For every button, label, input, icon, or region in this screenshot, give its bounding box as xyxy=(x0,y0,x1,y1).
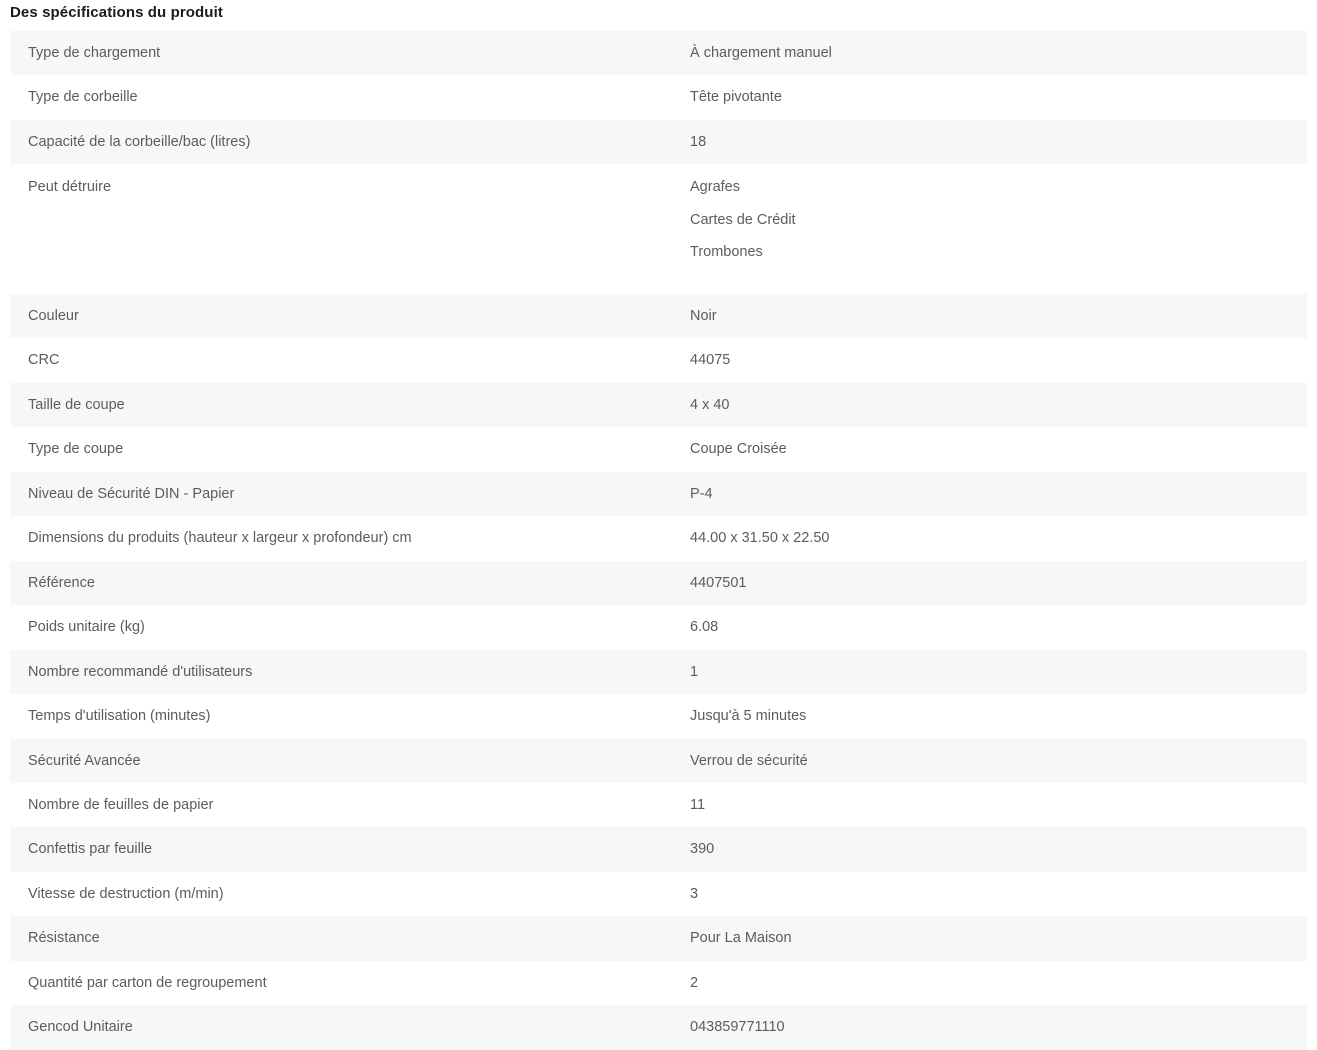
table-row xyxy=(10,427,1307,471)
spec-value xyxy=(688,783,1307,827)
specifications-table xyxy=(10,31,1307,1050)
spec-label: Niveau de Sécurité DIN - Papier xyxy=(28,485,235,502)
spec-label: Type de chargement xyxy=(28,45,161,61)
spec-label: Type de coupe xyxy=(28,441,124,458)
spec-value-line: 3 xyxy=(690,885,699,902)
spec-label: Capacité de la corbeille/bac (litres) xyxy=(28,133,251,150)
spec-value xyxy=(688,561,1307,605)
spec-value xyxy=(688,294,1307,338)
spec-label: Référence xyxy=(28,574,95,591)
spec-label: Temps d'utilisation (minutes) xyxy=(28,708,211,725)
spec-value xyxy=(688,164,1307,293)
table-row xyxy=(10,961,1307,1005)
spec-value-line: Noir xyxy=(690,307,717,324)
spec-value-line: À chargement manuel xyxy=(690,45,832,61)
spec-value-line: Jusqu'à 5 minutes xyxy=(690,708,807,725)
spec-label: Taille de coupe xyxy=(28,396,125,413)
table-row xyxy=(10,383,1307,427)
spec-value-line: 44075 xyxy=(690,352,731,369)
spec-label: Nombre recommandé d'utilisateurs xyxy=(28,663,253,680)
spec-value xyxy=(688,916,1307,960)
spec-label: Dimensions du produits (hauteur x largeur x profondeur) cm xyxy=(28,530,412,547)
spec-value xyxy=(688,1005,1307,1049)
table-row xyxy=(10,1005,1307,1049)
spec-label: CRC xyxy=(28,352,60,369)
table-row xyxy=(10,75,1307,119)
spec-label: Poids unitaire (kg) xyxy=(28,619,145,636)
spec-value-line: 4407501 xyxy=(690,574,747,591)
specifications-table-body xyxy=(10,31,1307,1050)
spec-value xyxy=(688,31,1307,75)
spec-value xyxy=(688,120,1307,164)
spec-label: Nombre de feuilles de papier xyxy=(28,796,214,813)
spec-value xyxy=(688,472,1307,516)
spec-value-line: 2 xyxy=(690,974,699,991)
table-row xyxy=(10,472,1307,516)
spec-label: Gencod Unitaire xyxy=(28,1019,133,1036)
spec-value xyxy=(688,961,1307,1005)
spec-value-line: Agrafes xyxy=(690,179,740,196)
spec-value xyxy=(688,338,1307,382)
spec-value-line: Verrou de sécurité xyxy=(690,752,808,769)
spec-value-line: Cartes de Crédit xyxy=(690,211,796,228)
spec-value xyxy=(688,827,1307,871)
spec-value xyxy=(688,605,1307,649)
spec-value xyxy=(688,75,1307,119)
spec-value xyxy=(688,739,1307,783)
spec-value xyxy=(688,516,1307,560)
table-row xyxy=(10,827,1307,871)
spec-value-line: Tête pivotante xyxy=(690,89,782,106)
table-row xyxy=(10,605,1307,649)
spec-value-line: 390 xyxy=(690,841,715,858)
spec-label: Quantité par carton de regroupement xyxy=(28,974,267,991)
spec-label: Type de corbeille xyxy=(28,89,138,106)
spec-label: Confettis par feuille xyxy=(28,841,153,858)
table-row xyxy=(10,516,1307,560)
spec-value-line: 4 x 40 xyxy=(690,396,730,413)
table-row xyxy=(10,164,1307,293)
spec-label: Vitesse de destruction (m/min) xyxy=(28,885,224,902)
table-row xyxy=(10,31,1307,75)
spec-value xyxy=(688,427,1307,471)
spec-value-line: 043859771110 xyxy=(690,1019,785,1036)
spec-value xyxy=(688,383,1307,427)
table-row xyxy=(10,338,1307,382)
table-row xyxy=(10,650,1307,694)
spec-value-line: 6.08 xyxy=(690,619,719,636)
spec-label: Couleur xyxy=(28,307,79,324)
table-row xyxy=(10,120,1307,164)
table-row xyxy=(10,916,1307,960)
spec-value xyxy=(688,694,1307,738)
spec-value-line: Coupe Croisée xyxy=(690,441,787,458)
spec-label: Peut détruire xyxy=(28,179,112,196)
table-row xyxy=(10,694,1307,738)
spec-value-line: Trombones xyxy=(690,244,763,261)
spec-value-line: Pour La Maison xyxy=(690,930,792,947)
spec-value-line: 11 xyxy=(690,796,706,813)
table-row xyxy=(10,783,1307,827)
spec-value-line: 44.00 x 31.50 x 22.50 xyxy=(690,530,830,547)
table-row xyxy=(10,294,1307,338)
table-row xyxy=(10,872,1307,916)
spec-value-line: P-4 xyxy=(690,485,713,502)
page-title: Des spécifications du produit xyxy=(10,4,223,21)
spec-value xyxy=(688,650,1307,694)
table-row xyxy=(10,739,1307,783)
table-row xyxy=(10,561,1307,605)
spec-label: Sécurité Avancée xyxy=(28,752,141,769)
spec-value-line: 1 xyxy=(690,663,699,680)
spec-label: Résistance xyxy=(28,930,100,947)
spec-value xyxy=(688,872,1307,916)
spec-value-line: 18 xyxy=(690,133,707,150)
